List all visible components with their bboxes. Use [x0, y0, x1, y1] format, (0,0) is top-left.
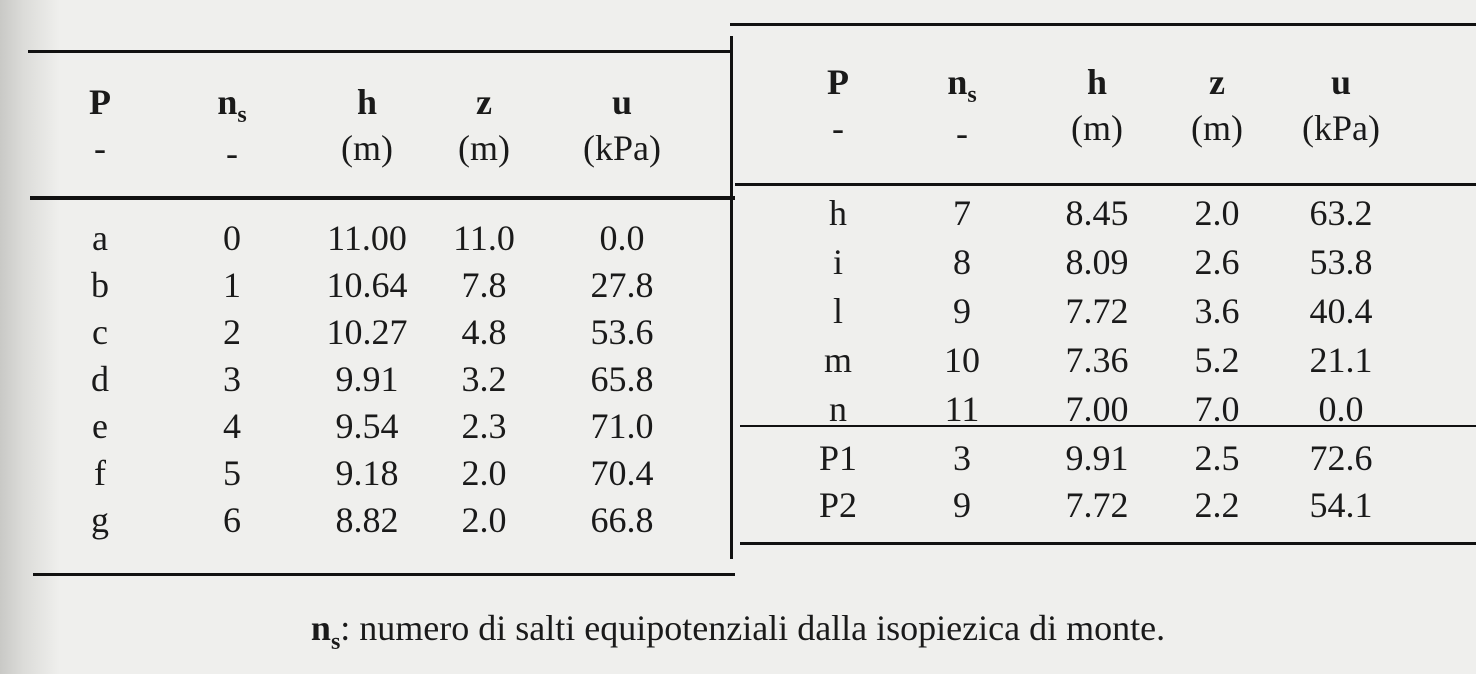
table-cell: 1 — [223, 265, 241, 305]
table-cell: 9 — [953, 291, 971, 331]
table-cell: 7 — [953, 193, 971, 233]
table-cell: l — [832, 291, 843, 331]
table-cell: i — [832, 242, 843, 282]
header-rule-left — [30, 196, 735, 200]
column-header-symbol: h — [356, 82, 378, 122]
table-cell: 9 — [953, 485, 971, 525]
table-cell: 7.8 — [461, 265, 507, 305]
table-cell: 11 — [944, 389, 980, 429]
table-top-rule-right — [730, 23, 1476, 26]
table-cell: c — [92, 312, 108, 352]
column-header-subscript: s — [237, 102, 247, 128]
table-cell: 9.91 — [1065, 438, 1129, 478]
table-cell: 2.5 — [1194, 438, 1240, 478]
column-header-unit: (m) — [341, 128, 393, 168]
table-cell: 2.2 — [1194, 485, 1240, 525]
table-cell: n — [829, 389, 847, 429]
table-cell: P1 — [818, 438, 858, 478]
column-header-symbol: u — [1330, 62, 1352, 102]
table-cell: 0 — [223, 218, 241, 258]
table-cell: 53.8 — [1309, 242, 1373, 282]
table-cell: 9.91 — [335, 359, 399, 399]
table-cell: 9.18 — [335, 453, 399, 493]
column-header-subscript: s — [967, 82, 977, 108]
table-cell: 0.0 — [1318, 389, 1364, 429]
column-header — [1261, 62, 1421, 148]
column-header-symbol: P — [89, 82, 111, 122]
column-header-unit: - — [94, 128, 106, 168]
table-cell: g — [91, 500, 109, 540]
table-cell: 63.2 — [1309, 193, 1373, 233]
table-cell: b — [91, 265, 109, 305]
table-cell: 0.0 — [599, 218, 645, 258]
column-header-symbol: h — [1086, 62, 1108, 102]
table-cell: 2.3 — [461, 406, 507, 446]
table-cell: a — [92, 218, 108, 258]
table-cell: 5 — [223, 453, 241, 493]
table-cell: m — [823, 340, 852, 380]
table-cell: 5.2 — [1194, 340, 1240, 380]
table-cell: 7.72 — [1065, 485, 1129, 525]
table-cell: 70.4 — [590, 453, 654, 493]
footnote-subscript: s — [330, 629, 341, 655]
column-header-unit: (kPa) — [583, 128, 661, 168]
table-cell: 40.4 — [1309, 291, 1373, 331]
column-header-symbol: z — [476, 82, 492, 122]
table-cell: 2.0 — [1194, 193, 1240, 233]
table-cell: 65.8 — [590, 359, 654, 399]
table-cell: 9.54 — [335, 406, 399, 446]
table-cell: 8.09 — [1065, 242, 1129, 282]
column-header-unit: (kPa) — [1302, 108, 1380, 148]
column-header — [542, 82, 702, 168]
table-cell: 4 — [223, 406, 241, 446]
table-cell: f — [94, 453, 106, 493]
table-cell: 7.72 — [1065, 291, 1129, 331]
table-cell: 71.0 — [590, 406, 654, 446]
column-divider — [730, 36, 733, 559]
table-cell: 3.2 — [461, 359, 507, 399]
table-cell: d — [91, 359, 109, 399]
table-cell: e — [92, 406, 108, 446]
header-rule-right — [735, 183, 1476, 186]
table-cell: 11.0 — [453, 218, 515, 258]
column-header-unit: - — [956, 113, 968, 153]
table-cell: 6 — [223, 500, 241, 540]
table-cell: 2.0 — [461, 453, 507, 493]
column-header-unit: (m) — [1071, 108, 1123, 148]
table-cell: 27.8 — [590, 265, 654, 305]
table-cell: 2.6 — [1194, 242, 1240, 282]
footnote-symbol: n — [310, 608, 331, 648]
table-cell: 72.6 — [1309, 438, 1373, 478]
column-header-unit: - — [832, 108, 844, 148]
table-cell: 4.8 — [461, 312, 507, 352]
footnote-text: : numero di salti equipotenziali dalla isopiezica di monte. — [340, 608, 1166, 648]
table-cell: 3 — [953, 438, 971, 478]
table-top-rule — [28, 50, 730, 53]
column-header-symbol: u — [611, 82, 633, 122]
footnote — [0, 608, 1476, 653]
column-header-unit: (m) — [458, 128, 510, 168]
table-cell: 3.6 — [1194, 291, 1240, 331]
table-cell: 53.6 — [590, 312, 654, 352]
table-cell: 2.0 — [461, 500, 507, 540]
table-cell: 7.00 — [1065, 389, 1129, 429]
column-header-symbol: n — [217, 82, 238, 122]
column-header-unit: - — [226, 133, 238, 173]
table-cell: 10 — [944, 340, 980, 380]
table-cell: 21.1 — [1309, 340, 1373, 380]
column-header-symbol: z — [1209, 62, 1225, 102]
column-header-unit: (m) — [1191, 108, 1243, 148]
table-cell: 54.1 — [1309, 485, 1373, 525]
column-header-symbol: n — [947, 62, 968, 102]
table-cell: 8 — [953, 242, 971, 282]
table-cell: 7.36 — [1065, 340, 1129, 380]
table-cell: 2 — [223, 312, 241, 352]
table-cell: 10.27 — [326, 312, 408, 352]
table-cell: h — [829, 193, 847, 233]
table-cell: 11.00 — [327, 218, 407, 258]
table-cell: 66.8 — [590, 500, 654, 540]
table-cell: 8.82 — [335, 500, 399, 540]
table-cell: 10.64 — [326, 265, 408, 305]
table-cell: 8.45 — [1065, 193, 1129, 233]
table-cell: 7.0 — [1194, 389, 1240, 429]
right-bottom-rule — [740, 542, 1476, 545]
table-cell: P2 — [818, 485, 858, 525]
table-cell: 3 — [223, 359, 241, 399]
table-bottom-rule — [33, 573, 735, 576]
column-header — [404, 82, 564, 168]
column-header-symbol: P — [827, 62, 849, 102]
